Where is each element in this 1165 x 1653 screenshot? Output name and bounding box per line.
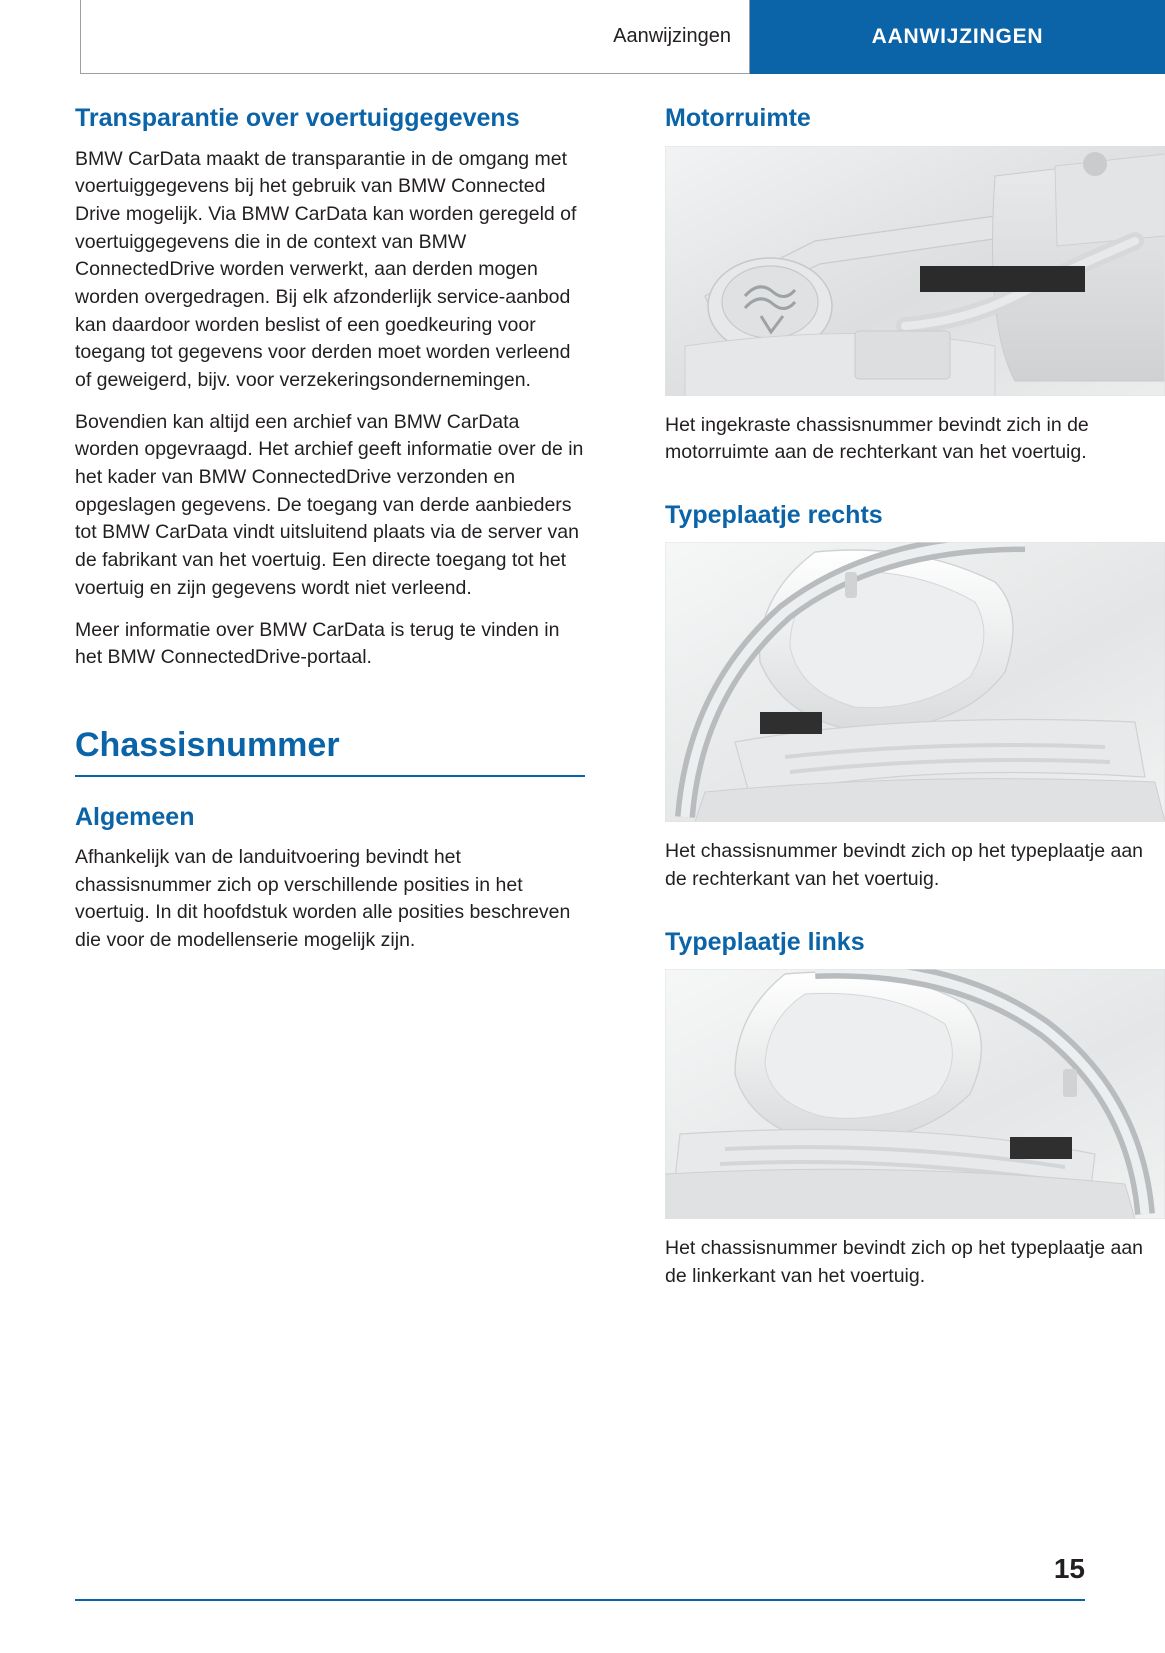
footer-rule — [75, 1599, 1085, 1601]
paragraph: BMW CarData maakt de transparantie in de omgang met voertuiggegevens bij het gebruik van BMW Connected Drive mogelijk. Via BMW CarData kan worden geregeld of voertuiggegevens die in de context van BMW ConnectedDrive worden verwerkt, aan derden mogen worden overgedragen. Bij elk afzonderlijk service-aanbod kan daardoor worden beslist of een goedkeuring voor toegang tot gegevens voor derden moet worden verleend of geweigerd, bijv. voor verzekeringsondernemingen. — [75, 147, 577, 391]
page-header — [80, 0, 1165, 74]
figure-engine-bay — [665, 146, 1165, 396]
figure-left-door-sill — [665, 969, 1165, 1219]
chapter-heading-wrap — [75, 726, 585, 777]
left-door-sill-illustration — [665, 969, 1165, 1219]
engine-bay-illustration — [665, 146, 1165, 396]
section-title-motorruimte: Motorruimte — [665, 104, 811, 132]
paragraph: Bovendien kan altijd een archief van BMW CarData worden opgevraagd. Het archief geeft informatie over de in het kader van BMW ConnectedDrive verzonden en opgeslagen gegevens. De toegang van derde aanbieders tot BMW CarData vindt uitsluitend plaats via de server van de fabrikant van het voertuig. Een directe toegang tot het voertuig en zijn gegevens wordt niet verleend. — [75, 410, 584, 599]
chapter-tab-label: AANWIJZINGEN — [871, 25, 1044, 48]
section-title-algemeen: Algemeen — [75, 802, 195, 831]
figure-right-door-sill — [665, 542, 1165, 822]
left-column — [75, 104, 585, 1653]
section-title-typeplaatje-rechts: Typeplaatje rechts — [665, 500, 883, 529]
right-door-sill-illustration — [665, 542, 1165, 822]
figure-caption: Het ingekraste chassisnummer bevindt zich in de motorruimte aan de rechterkant van het voertuig. — [665, 413, 1089, 464]
page-content — [0, 104, 1165, 1653]
paragraph: Afhankelijk van de landuitvoering bevindt het chassisnummer zich op verschillende posities in het voertuig. In dit hoofdstuk worden alle posities beschreven die voor de modellenserie mogelijk zijn. — [75, 845, 571, 951]
breadcrumb: Aanwijzingen — [613, 25, 731, 47]
right-column — [665, 104, 1165, 1653]
figure-caption: Het chassisnummer bevindt zich op het typeplaatje aan de rechterkant van het voertuig. — [665, 840, 1144, 891]
section-title-typeplaatje-links: Typeplaatje links — [665, 927, 865, 956]
header-breadcrumb-box — [80, 0, 750, 74]
figure-caption: Het chassisnummer bevindt zich op het typeplaatje aan de linkerkant van het voertuig. — [665, 1237, 1144, 1287]
page-number: 15 — [1053, 1553, 1085, 1584]
paragraph: Meer informatie over BMW CarData is terug te vinden in het BMW ConnectedDrive-portaal. — [75, 618, 560, 669]
section-title-transparantie: Transparantie over voertuiggegevens — [75, 104, 520, 132]
page-title: Chassisnummer — [75, 726, 585, 777]
chapter-tab — [750, 0, 1165, 74]
